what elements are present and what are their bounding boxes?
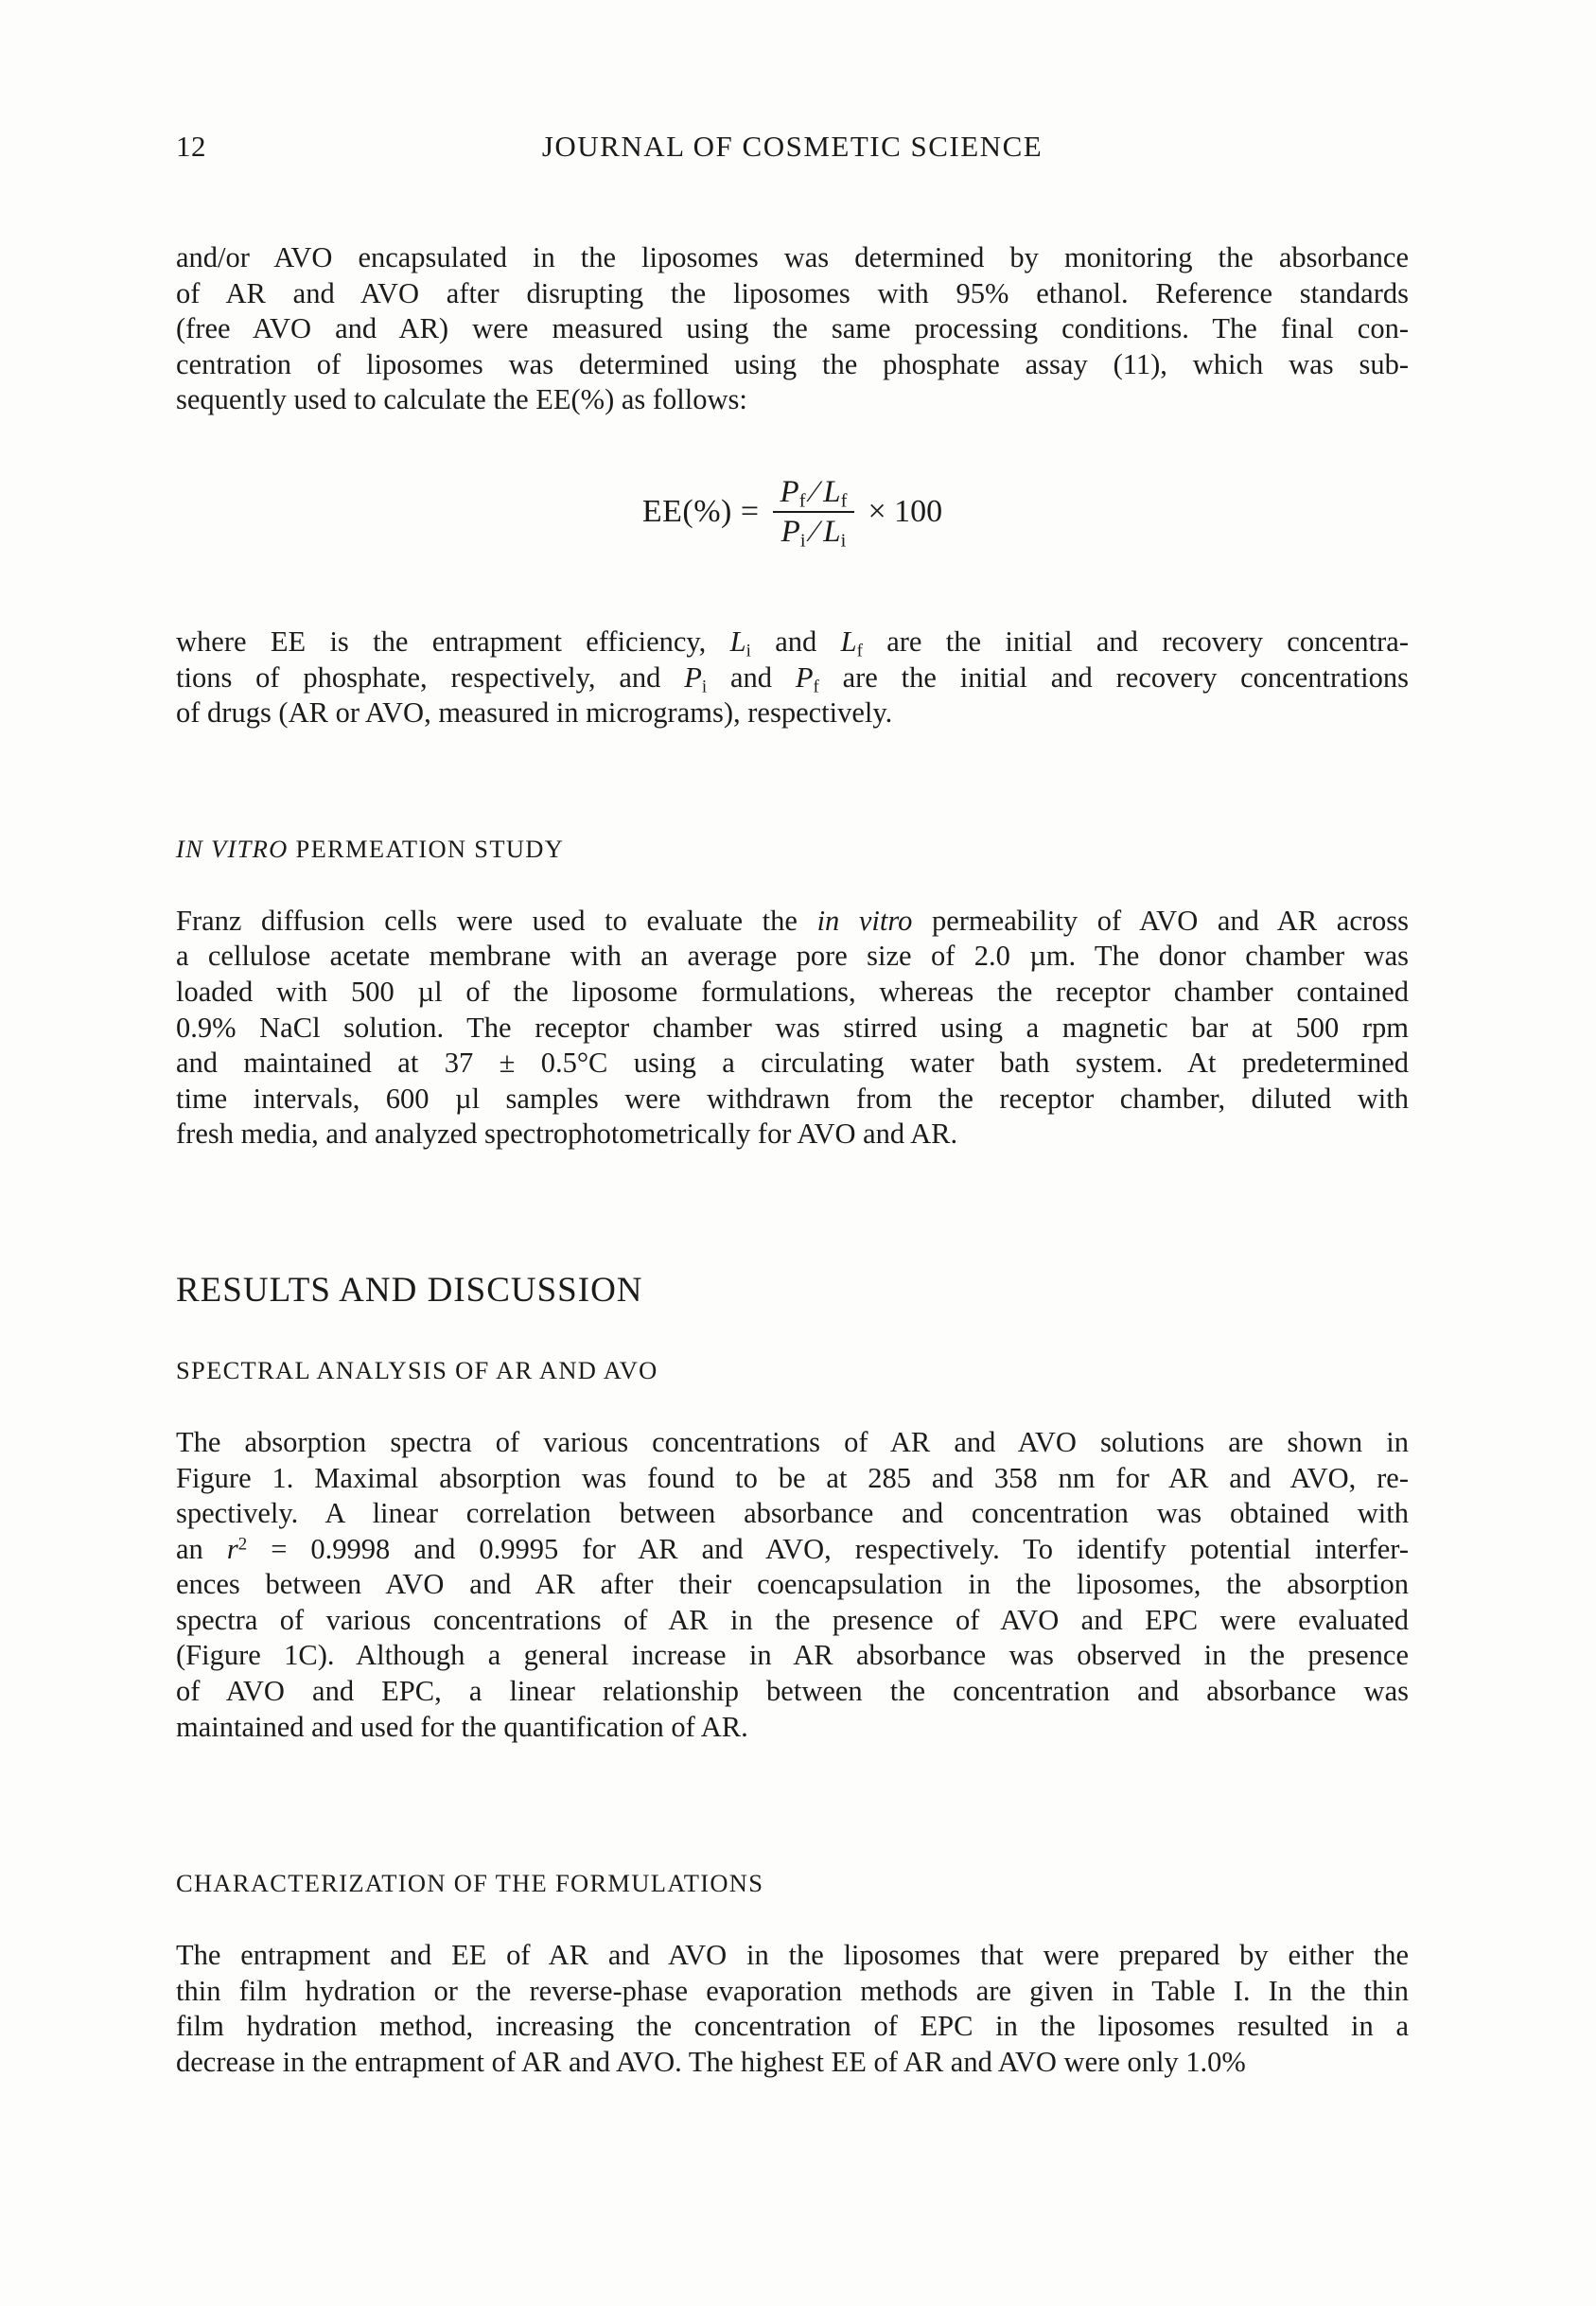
journal-title: JOURNAL OF COSMETIC SCIENCE <box>541 130 1044 163</box>
text-line: film hydration method, increasing the concentration of EPC in the liposomes resulted in a <box>176 2010 1409 2043</box>
text-line: centration of liposomes was determined using the phosphate assay (11), which was sub- <box>176 347 1409 380</box>
text-line: a cellulose acetate membrane with an average pore size of 2.0 µm. The donor chamber was <box>176 940 1409 973</box>
page-header <box>176 129 1409 165</box>
text-line: decrease in the entrapment of AR and AVO. The highest EE of AR and AVO were only 1.0% <box>176 2046 1246 2079</box>
text-line: loaded with 500 µl of the liposome formulations, whereas the receptor chamber contained <box>176 975 1409 1008</box>
text-line: tions of phosphate, respectively, and $P_i$ and $P_f$ are the initial and recovery concentrations <box>176 660 1409 696</box>
section-heading-characterization: CHARACTERIZATION OF THE FORMULATIONS <box>176 1869 764 1898</box>
text-line: (free AVO and AR) were measured using the same processing conditions. The final con- <box>176 312 1409 345</box>
ee-equation <box>176 466 1409 558</box>
text-line: where EE is the entrapment efficiency, $L_i$ and $L_f$ are the initial and recovery concentra- <box>176 625 1409 661</box>
text-line: 0.9% NaCl solution. The receptor chamber was stirred using a magnetic bar at 500 rpm <box>176 1011 1409 1044</box>
section-heading-results-and-discussion: RESULTS AND DISCUSSION <box>176 1270 643 1310</box>
text-line: The entrapment and EE of AR and AVO in the liposomes that were prepared by either the <box>176 1939 1409 1972</box>
paragraph-equation-definitions <box>176 625 1409 731</box>
equation-lhs: EE(%) = <box>641 493 760 529</box>
equation-multiplier: × 100 <box>868 493 943 529</box>
fraction-numerator: $P_f$ ⁄ $L_f$ <box>780 474 848 512</box>
text-line: (Figure 1C). Although a general increase in AR absorbance was observed in the presence <box>176 1639 1409 1672</box>
text-line: fresh media, and analyzed spectrophotometrically for AVO and AR. <box>176 1118 958 1151</box>
text-line: spectively. A linear correlation between absorbance and concentration was obtained with <box>176 1497 1409 1530</box>
text-line: time intervals, 600 µl samples were withdrawn from the receptor chamber, diluted with <box>176 1082 1409 1115</box>
text-line: and/or AVO encapsulated in the liposomes was determined by monitoring the absorbance <box>176 241 1409 273</box>
fraction-denominator: $P_i$ ⁄ $L_i$ <box>780 514 847 552</box>
text-line: an $r^2 = 0.9998$ and 0.9995 for AR and AVO, respectively. To identify potential interfer- <box>176 1532 1409 1565</box>
equation-fraction <box>773 473 855 551</box>
section-heading-in-vitro-permeation-study: IN VITRO PERMEATION STUDY <box>176 834 565 863</box>
text-line: ences between AVO and AR after their coencapsulation in the liposomes, the absorption <box>176 1568 1409 1601</box>
text-line: maintained and used for the quantification of AR. <box>176 1710 748 1743</box>
text-line: Figure 1. Maximal absorption was found to be at 285 and 358 nm for AR and AVO, re- <box>176 1461 1409 1494</box>
text-line: sequently used to calculate the EE(%) as follows: <box>176 383 747 416</box>
text-line: Franz diffusion cells were used to evaluate the in vitro permeability of AVO and AR across <box>176 904 1409 937</box>
paragraph-franz-diffusion <box>176 904 1409 1153</box>
paragraph-entrapment-results <box>176 1938 1409 2080</box>
page-number: 12 <box>176 130 206 163</box>
text-line: and maintained at 37 ± 0.5°C using a circulating water bath system. At predetermined <box>176 1047 1409 1080</box>
text-line: thin film hydration or the reverse-phase evaporation methods are given in Table I. In the thin <box>176 1974 1409 2007</box>
paragraph-entrapment-determination <box>176 240 1409 418</box>
text-line: of AVO and EPC, a linear relationship between the concentration and absorbance was <box>176 1675 1409 1708</box>
text-line: The absorption spectra of various concentrations of AR and AVO solutions are shown in <box>176 1425 1409 1458</box>
paragraph-absorption-spectra <box>176 1425 1409 1745</box>
section-heading-spectral-analysis: SPECTRAL ANALYSIS OF AR AND AVO <box>176 1355 658 1384</box>
text-line: of AR and AVO after disrupting the liposomes with 95% ethanol. Reference standards <box>176 276 1409 309</box>
text-line: of drugs (AR or AVO, measured in micrograms), respectively. <box>176 696 893 730</box>
text-line: spectra of various concentrations of AR in the presence of AVO and EPC were evaluated <box>176 1603 1409 1636</box>
